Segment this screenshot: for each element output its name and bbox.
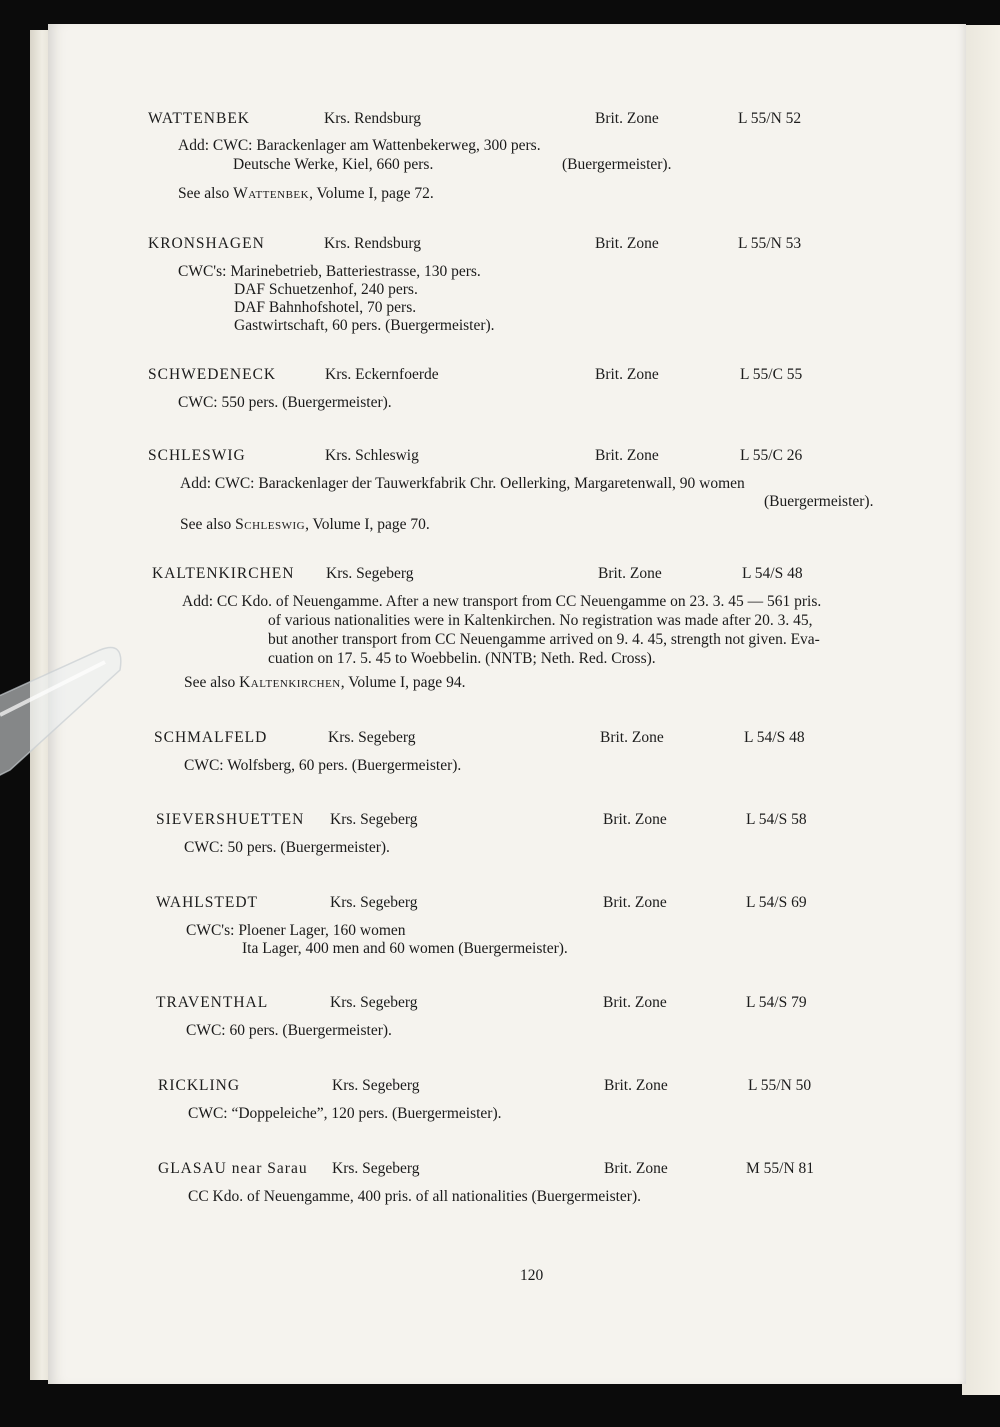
entry-schmalfeld bbox=[48, 729, 966, 774]
detail-line: CWC: “Doppeleiche”, 120 pers. (Buergermeister). bbox=[188, 1105, 502, 1122]
district: Krs. Segeberg bbox=[332, 1077, 420, 1094]
place-name: GLASAU near Sarau bbox=[158, 1160, 308, 1177]
entry-header bbox=[48, 235, 966, 257]
entry-sievershuetten bbox=[48, 811, 966, 856]
entry-kronshagen bbox=[48, 235, 966, 334]
facing-page-edge bbox=[962, 25, 1000, 1395]
detail-line: CWC: 550 pers. (Buergermeister). bbox=[178, 394, 392, 411]
source-note: (Buergermeister). bbox=[764, 493, 874, 510]
district: Krs. Eckernfoerde bbox=[325, 366, 439, 383]
district: Krs. Segeberg bbox=[330, 894, 418, 911]
zone: Brit. Zone bbox=[598, 565, 662, 582]
detail-line: DAF Bahnhofshotel, 70 pers. bbox=[234, 299, 417, 316]
entry-header bbox=[48, 811, 966, 833]
place-name: WATTENBEK bbox=[148, 110, 250, 127]
place-name: SIEVERSHUETTEN bbox=[156, 811, 305, 828]
zone: Brit. Zone bbox=[595, 447, 659, 464]
grid-ref: L 55/N 53 bbox=[738, 235, 802, 252]
district: Krs. Segeberg bbox=[330, 811, 418, 828]
zone: Brit. Zone bbox=[604, 1160, 668, 1177]
zone: Brit. Zone bbox=[595, 235, 659, 252]
entry-wattenbek bbox=[48, 110, 966, 202]
see-also-ref: Schleswig bbox=[235, 516, 306, 533]
entry-schleswig bbox=[48, 447, 966, 533]
entry-header bbox=[48, 447, 966, 469]
zone: Brit. Zone bbox=[603, 894, 667, 911]
page-number: 120 bbox=[520, 1267, 544, 1284]
district: Krs. Segeberg bbox=[328, 729, 416, 746]
place-name: SCHMALFELD bbox=[154, 729, 268, 746]
detail-line: but another transport from CC Neuengamme arrived on 9. 4. 45, strength not given. Eva- bbox=[268, 631, 820, 648]
grid-ref: L 55/N 52 bbox=[738, 110, 802, 127]
entry-header bbox=[48, 366, 966, 388]
detail-line: Gastwirtschaft, 60 pers. (Buergermeister). bbox=[234, 317, 495, 334]
grid-ref: L 54/S 79 bbox=[746, 994, 807, 1011]
entry-header bbox=[48, 1077, 966, 1099]
detail-line: CWC: 60 pers. (Buergermeister). bbox=[186, 1022, 392, 1039]
detail-line: Ita Lager, 400 men and 60 women (Buergermeister). bbox=[242, 940, 568, 957]
grid-ref: L 54/S 58 bbox=[746, 811, 807, 828]
grid-ref: L 54/S 48 bbox=[744, 729, 805, 746]
place-name: KALTENKIRCHEN bbox=[152, 565, 295, 582]
entry-header bbox=[48, 1160, 966, 1182]
detail-line: cuation on 17. 5. 45 to Woebbelin. (NNTB; Neth. Red. Cross). bbox=[268, 650, 656, 667]
see-also: See also Kaltenkirchen, Volume I, page 94. bbox=[184, 674, 466, 691]
see-also: See also Schleswig, Volume I, page 70. bbox=[180, 516, 430, 533]
entry-header bbox=[48, 994, 966, 1016]
district: Krs. Segeberg bbox=[330, 994, 418, 1011]
detail-line: of various nationalities were in Kaltenkirchen. No registration was made after 20. 3. 45, bbox=[268, 612, 813, 629]
district: Krs. Rendsburg bbox=[324, 110, 422, 127]
district: Krs. Rendsburg bbox=[324, 235, 422, 252]
district: Krs. Schleswig bbox=[325, 447, 419, 464]
detail-line: CWC: 50 pers. (Buergermeister). bbox=[184, 839, 390, 856]
entry-glasau bbox=[48, 1160, 966, 1205]
entry-header bbox=[48, 894, 966, 916]
detail-line: Add: CWC: Barackenlager der Tauwerkfabrik Chr. Oellerking, Margaretenwall, 90 women bbox=[180, 475, 745, 492]
zone: Brit. Zone bbox=[595, 110, 659, 127]
entry-traventhal bbox=[48, 994, 966, 1039]
zone: Brit. Zone bbox=[600, 729, 664, 746]
district: Krs. Segeberg bbox=[326, 565, 414, 582]
entry-header bbox=[48, 110, 966, 132]
entry-schwedeneck bbox=[48, 366, 966, 411]
place-name: RICKLING bbox=[158, 1077, 241, 1094]
zone: Brit. Zone bbox=[603, 811, 667, 828]
detail-line: DAF Schuetzenhof, 240 pers. bbox=[234, 281, 418, 298]
see-also-ref: Wattenbek bbox=[233, 185, 310, 202]
see-also: See also Wattenbek, Volume I, page 72. bbox=[178, 185, 434, 202]
zone: Brit. Zone bbox=[603, 994, 667, 1011]
district: Krs. Segeberg bbox=[332, 1160, 420, 1177]
grid-ref: L 54/S 48 bbox=[742, 565, 803, 582]
place-name: KRONSHAGEN bbox=[148, 235, 265, 252]
detail-line: CWC's: Marinebetrieb, Batteriestrasse, 130 pers. bbox=[178, 263, 481, 280]
grid-ref: L 55/C 26 bbox=[740, 447, 803, 464]
detail-line: Add: CWC: Barackenlager am Wattenbekerweg, 300 pers. bbox=[178, 137, 541, 154]
grid-ref: L 55/N 50 bbox=[748, 1077, 812, 1094]
place-name: WAHLSTEDT bbox=[156, 894, 258, 911]
entry-wahlstedt bbox=[48, 894, 966, 957]
entry-rickling bbox=[48, 1077, 966, 1122]
grid-ref: M 55/N 81 bbox=[746, 1160, 815, 1177]
detail-line: Add: CC Kdo. of Neuengamme. After a new transport from CC Neuengamme on 23. 3. 45 — 561 pris. bbox=[182, 593, 822, 610]
place-name: SCHWEDENECK bbox=[148, 366, 277, 383]
place-name: TRAVENTHAL bbox=[156, 994, 269, 1011]
detail-line: Deutsche Werke, Kiel, 660 pers. bbox=[233, 156, 434, 173]
entry-kaltenkirchen bbox=[48, 565, 966, 691]
entry-header bbox=[48, 729, 966, 751]
grid-ref: L 55/C 55 bbox=[740, 366, 803, 383]
zone: Brit. Zone bbox=[604, 1077, 668, 1094]
source-note: (Buergermeister). bbox=[562, 156, 672, 173]
place-name: SCHLESWIG bbox=[148, 447, 246, 464]
zone: Brit. Zone bbox=[595, 366, 659, 383]
detail-line: CC Kdo. of Neuengamme, 400 pris. of all nationalities (Buergermeister). bbox=[188, 1188, 641, 1205]
entry-header bbox=[48, 565, 966, 587]
grid-ref: L 54/S 69 bbox=[746, 894, 807, 911]
detail-line: CWC's: Ploener Lager, 160 women bbox=[186, 922, 406, 939]
detail-line: CWC: Wolfsberg, 60 pers. (Buergermeister). bbox=[184, 757, 462, 774]
document-page bbox=[48, 24, 966, 1384]
see-also-ref: Kaltenkirchen bbox=[239, 674, 341, 691]
